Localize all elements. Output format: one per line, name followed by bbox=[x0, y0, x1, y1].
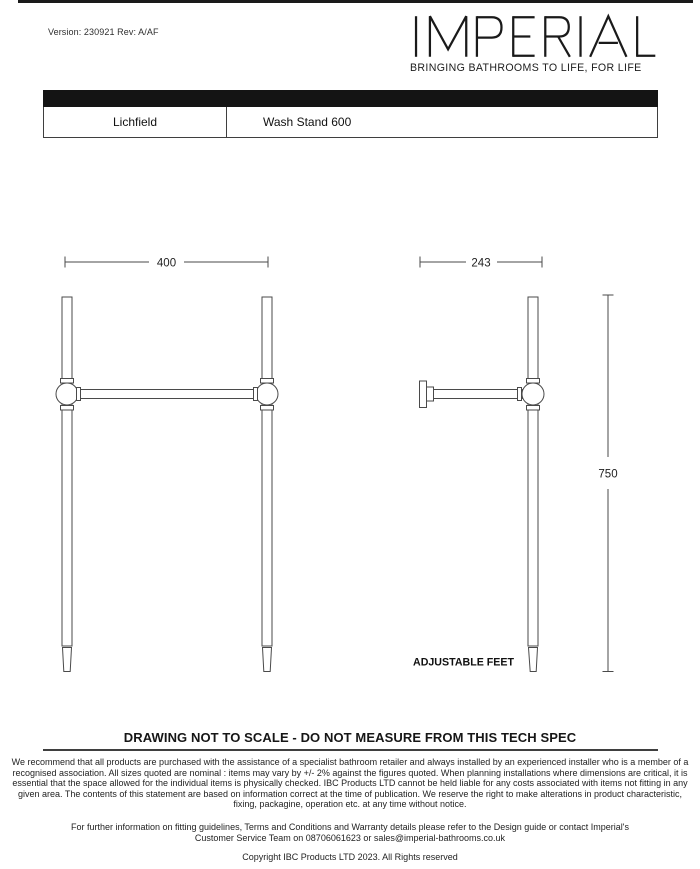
imperial-logo-icon bbox=[410, 13, 656, 60]
joint-collar bbox=[61, 379, 74, 384]
side-depth-dimension bbox=[420, 257, 542, 270]
product-title-row bbox=[43, 107, 658, 138]
top-border-rule bbox=[18, 0, 693, 3]
copyright-text: Copyright IBC Products LTD 2023. All Rights reserved bbox=[242, 852, 458, 862]
joint-collar bbox=[527, 406, 540, 411]
height-value: 750 bbox=[598, 468, 618, 481]
imperial-logo bbox=[410, 13, 658, 74]
adjustable-foot bbox=[263, 648, 272, 672]
joint-collar bbox=[527, 379, 540, 384]
header-black-bar bbox=[43, 90, 658, 107]
bar-collar bbox=[254, 388, 258, 401]
side-wall-arm bbox=[433, 390, 522, 399]
technical-drawing bbox=[0, 250, 700, 690]
joint-collar bbox=[61, 406, 74, 411]
front-width-value: 400 bbox=[156, 257, 177, 270]
front-crossbar bbox=[72, 390, 262, 399]
joint-collar bbox=[261, 406, 274, 411]
flange-collar bbox=[427, 387, 434, 401]
adjustable-foot bbox=[63, 648, 72, 672]
brand-tagline: BRINGING BATHROOMS TO LIFE, FOR LIFE bbox=[410, 62, 642, 74]
disclaimer-text: We recommend that all products are purchased with the assistance of a specialist bathroom retailer and always installed by an experienced installer who is a member of a recognised association. All sizes quoted are nominal : items may vary by +/- 2% against the figures quoted. When planning installations where dimensions are critical, it is essential that the space allowed for the individual items is physically checked. IBC Products LTD cannot be held liable for any costs associated with items not fitting in any given area. The contents of this statement are based on information correct at the time of publication. We reserve the right to make alterations in product characteristic, fixing, packagine, operation etc. at any time without notice. bbox=[11, 757, 689, 810]
notice-rule bbox=[43, 749, 658, 751]
product-range-cell: Lichfield bbox=[44, 107, 227, 137]
front-right-leg bbox=[262, 297, 272, 646]
side-depth-value: 243 bbox=[471, 257, 491, 270]
height-dimension bbox=[598, 295, 617, 672]
version-label: Version: 230921 Rev: A/AF bbox=[48, 27, 159, 37]
bar-collar bbox=[518, 388, 522, 401]
adjustable-foot bbox=[529, 648, 538, 672]
contact-text: For further information on fitting guidelines, Terms and Conditions and Warranty details please refer to the Design guide or contact Imperial's Customer Service Team on 08706061623 or sales@imperial-bathrooms.co.uk bbox=[70, 822, 629, 843]
front-left-leg bbox=[62, 297, 72, 646]
adjustable-feet-label: ADJUSTABLE FEET bbox=[413, 656, 515, 669]
side-view-drawing bbox=[420, 257, 545, 672]
joint-collar bbox=[261, 379, 274, 384]
ball-joint bbox=[56, 383, 78, 405]
front-width-dimension bbox=[65, 257, 268, 270]
ball-joint bbox=[522, 383, 544, 405]
bar-collar bbox=[77, 388, 81, 401]
ball-joint bbox=[256, 383, 278, 405]
side-leg bbox=[528, 297, 538, 646]
not-to-scale-notice: DRAWING NOT TO SCALE - DO NOT MEASURE FROM THIS TECH SPEC bbox=[123, 730, 577, 745]
product-model-cell: Wash Stand 600 bbox=[263, 115, 352, 129]
wall-flange bbox=[420, 381, 427, 408]
front-view-drawing bbox=[56, 257, 278, 672]
